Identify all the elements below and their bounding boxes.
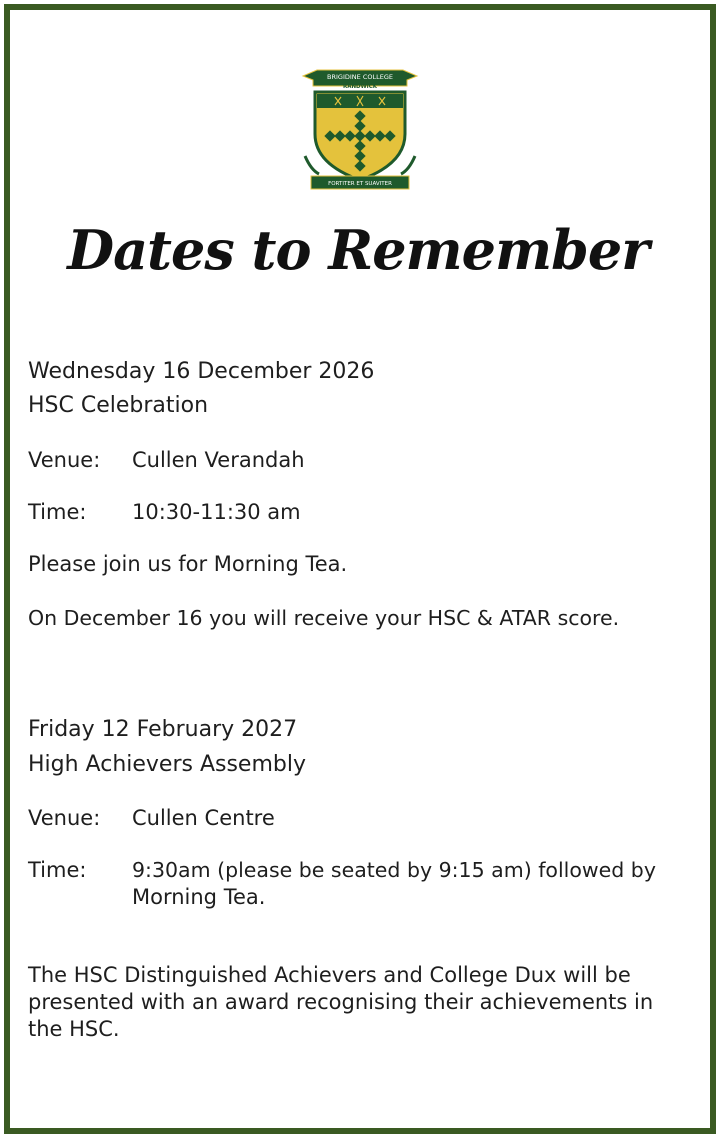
event1-time-label: Time:: [28, 500, 87, 524]
event1-date: Wednesday 16 December 2026: [28, 359, 375, 384]
event1-venue-label: Venue:: [28, 448, 101, 472]
event2-time-line1: 9:30am (please be seated by 9:15 am) followed by: [132, 858, 656, 882]
event1-venue: Cullen Verandah: [132, 448, 305, 472]
event2-venue-label: Venue:: [28, 806, 101, 830]
event2-award-note: The HSC Distinguished Achievers and College Dux will be presented with an award recognising their achievements in the HSC.: [28, 963, 654, 1041]
event2-time-label: Time:: [28, 858, 87, 882]
crest-sub-text: RANDWICK: [342, 84, 378, 90]
event2-name: High Achievers Assembly: [28, 752, 306, 777]
page-title: Dates to Remember: [67, 218, 649, 282]
event1-name: HSC Celebration: [28, 393, 209, 418]
event1-time: 10:30-11:30 am: [132, 500, 301, 524]
event2-time-line2: Morning Tea.: [132, 885, 266, 909]
event1-note-morning-tea: Please join us for Morning Tea.: [28, 552, 348, 576]
college-crest-logo: [295, 64, 425, 194]
event1-note-results: On December 16 you will receive your HSC & ATAR score.: [28, 606, 620, 630]
crest-banner-text: BRIGIDINE COLLEGE: [327, 73, 393, 81]
event2-venue: Cullen Centre: [132, 806, 275, 830]
event2-date: Friday 12 February 2027: [28, 717, 298, 742]
crest-motto: FORTITER ET SUAVITER: [328, 181, 392, 187]
